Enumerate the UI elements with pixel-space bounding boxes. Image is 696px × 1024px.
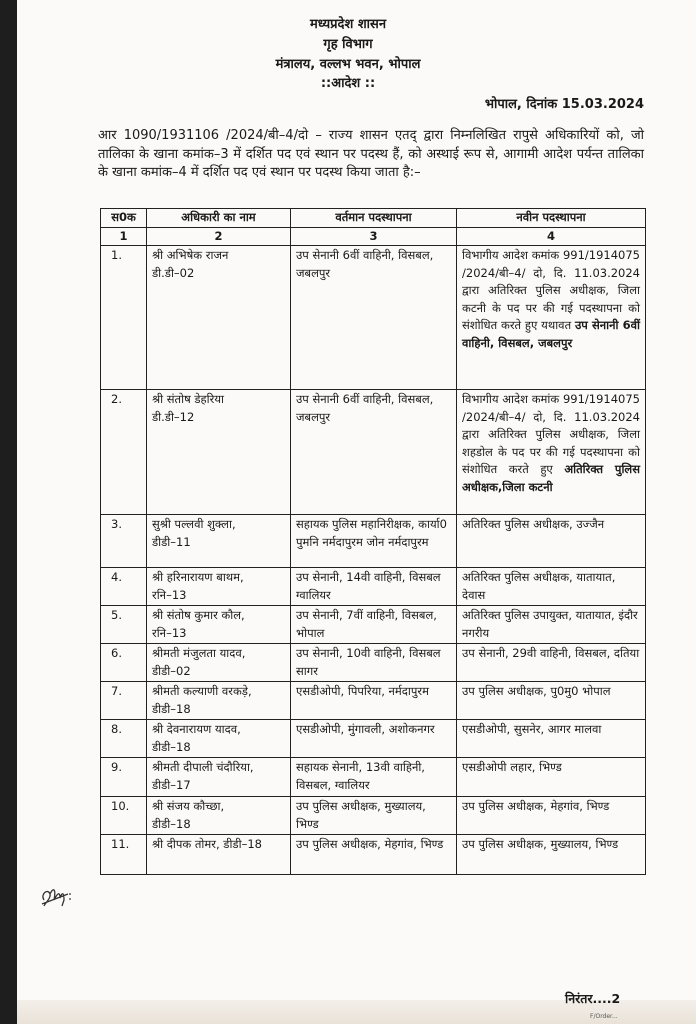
officer-name: श्रीमती कल्याणी वरकड़े, [152, 684, 252, 698]
table-row [101, 246, 646, 390]
new-posting-highlight: उप सेनानी 6वीं वाहिनी, विसबल, जबलपुर [462, 318, 641, 350]
table-row [101, 835, 646, 875]
new-posting-text: विभागीय आदेश कमांक 991/1914075 /2024/बी–4/ दो, दि. 11.03.2024 द्वारा अतिरिक्त पुलिस अधीक्षक, जिला कटनी के पद पर की गई पदस्थापना को संशोधित करते हुए यथावत [462, 248, 640, 332]
table-row [101, 390, 646, 515]
row-number: 6. [101, 644, 147, 682]
new-posting-text: विभागीय आदेश कमांक 991/1914075 /2024/बी–4/ दो, दि. 11.03.2024 द्वारा अतिरिक्त पुलिस अधीक्षक, जिला शहडोल के पद पर की गई पदस्थापना को संशोधित करते हुए [462, 392, 640, 476]
row-number: 3. [101, 515, 147, 568]
new-posting-highlight: अतिरिक्त पुलिस अधीक्षक,जिला कटनी [462, 462, 641, 494]
new-posting-text: उप सेनानी, 29वी वाहिनी, विसबल, दतिया [462, 646, 640, 660]
table-row [101, 644, 646, 682]
officer-batch: डीडी–02 [152, 663, 191, 678]
new-posting-text: उप पुलिस अधीक्षक, पु0मु0 भोपाल [462, 684, 611, 698]
table-row [101, 568, 646, 606]
signature-initials [38, 880, 78, 910]
table-row [101, 515, 646, 568]
officer-batch: डी.डी–02 [152, 265, 195, 280]
officer-cell [147, 682, 291, 720]
officer-batch: डी.डी–12 [152, 409, 195, 424]
officer-name: श्रीमती दीपाली चंदौरिया, [152, 760, 254, 774]
col-header-current: वर्तमान पदस्थापना [291, 209, 457, 228]
new-posting-text: एसडीओपी लहार, भिण्ड [462, 760, 562, 774]
current-posting: एसडीओपी, मुंगावली, अशोकनगर [291, 720, 457, 758]
new-posting-text: अतिरिक्त पुलिस अधीक्षक, यातायात, देवास [462, 570, 616, 602]
row-number: 2. [101, 390, 147, 515]
current-posting: सहायक पुलिस महानिरीक्षक, कार्या0 पुमनि नर्मदापुरम जोन नर्मदापुरम [291, 515, 457, 568]
officer-batch: रनि–13 [152, 625, 187, 640]
table-row [101, 682, 646, 720]
officer-name: श्रीमती मंजुलता यादव, [152, 646, 246, 660]
row-number: 5. [101, 606, 147, 644]
new-posting [457, 720, 646, 758]
current-posting: उप सेनानी, 7वीं वाहिनी, विसबल, भोपाल [291, 606, 457, 644]
new-posting [457, 606, 646, 644]
col-number: 2 [147, 227, 291, 246]
officer-name: श्री संतोष डेहरिया [152, 392, 224, 406]
officer-cell [147, 644, 291, 682]
officer-cell [147, 835, 291, 875]
current-posting: सहायक सेनानी, 13वी वाहिनी, विसबल, ग्वालियर [291, 758, 457, 797]
officer-name: श्री दीपक तोमर, डीडी–18 [152, 837, 262, 851]
new-posting [457, 682, 646, 720]
officer-batch: डीडी–18 [152, 739, 191, 754]
table-row [101, 758, 646, 797]
current-posting: उप सेनानी, 14वी वाहिनी, विसबल ग्वालियर [291, 568, 457, 606]
table-row [101, 606, 646, 644]
col-number: 4 [457, 227, 646, 246]
new-posting [457, 568, 646, 606]
officer-cell [147, 390, 291, 515]
officer-batch: डीडी–18 [152, 701, 191, 716]
row-number: 8. [101, 720, 147, 758]
officer-name: श्री हरिनारायण बाथम, [152, 570, 244, 584]
table-row [101, 797, 646, 835]
col-header-new: नवीन पदस्थापना [457, 209, 646, 228]
order-intro: आर 1090/1931106 /2024/बी–4/दो – राज्य शासन एतद् द्वारा निम्नलिखित रापुसे अधिकारियों को, जो तालिका के खाना कमांक–3 में दर्शित पद एवं स्थान पर पदस्थ हैं, को अस्थाई रूप से, आगामी आदेश पर्यन्त तालिका के खाना कमांक–4 में दर्शित पद एवं स्थान पर पदस्थ किया जाता है:– [98, 128, 644, 180]
new-posting-text: अतिरिक्त पुलिस उपायुक्त, यातायात, इंदौर नगरीय [462, 608, 638, 640]
table-header-row [101, 209, 646, 228]
officer-cell [147, 515, 291, 568]
order-title: ::आदेश :: [320, 76, 376, 91]
department-name: गृह विभाग [323, 37, 373, 52]
officer-name: श्री संतोष कुमार कौल, [152, 608, 245, 622]
new-posting [457, 835, 646, 875]
new-posting-text: उप पुलिस अधीक्षक, मेहगांव, भिण्ड [462, 799, 610, 813]
new-posting [457, 515, 646, 568]
new-posting [457, 390, 646, 515]
posting-table [100, 208, 646, 875]
officer-cell [147, 797, 291, 835]
new-posting-text: उप पुलिस अधीक्षक, मुख्यालय, भिण्ड [462, 837, 619, 851]
officer-batch: डीडी–11 [152, 534, 191, 549]
col-header-name: अधिकारी का नाम [147, 209, 291, 228]
continued-note: निरंतर....2 [565, 991, 621, 1006]
officer-cell [147, 606, 291, 644]
row-number: 10. [101, 797, 147, 835]
new-posting-text: एसडीओपी, सुसनेर, आगर मालवा [462, 722, 602, 736]
row-number: 1. [101, 246, 147, 390]
officer-cell [147, 758, 291, 797]
office-address: मंत्रालय, वल्लभ भवन, भोपाल [275, 57, 421, 72]
table-row [101, 720, 646, 758]
order-date: भोपाल, दिनांक 15.03.2024 [484, 97, 644, 112]
new-posting [457, 246, 646, 390]
current-posting: उप सेनानी, 10वी वाहिनी, विसबल सागर [291, 644, 457, 682]
current-posting: उप पुलिस अधीक्षक, मुख्यालय, भिण्ड [291, 797, 457, 835]
current-posting: उप सेनानी 6वीं वाहिनी, विसबल, जबलपुर [291, 390, 457, 515]
officer-name: श्री अभिषेक राजन [152, 248, 229, 262]
officer-batch: रनि–13 [152, 587, 187, 602]
new-posting [457, 644, 646, 682]
new-posting [457, 758, 646, 797]
col-number: 3 [291, 227, 457, 246]
row-number: 4. [101, 568, 147, 606]
table-colnum-row [101, 227, 646, 246]
officer-batch: डीडी–18 [152, 816, 191, 831]
new-posting-text: अतिरिक्त पुलिस अधीक्षक, उज्जैन [462, 517, 605, 531]
scan-edge [0, 0, 17, 1024]
officer-name: सुश्री पल्लवी शुक्ला, [152, 517, 236, 531]
officer-name: श्री देवनारायण यादव, [152, 722, 241, 736]
row-number: 11. [101, 835, 147, 875]
col-number: 1 [101, 227, 147, 246]
officer-name: श्री संजय कौच्छा, [152, 799, 225, 813]
officer-cell [147, 246, 291, 390]
officer-cell [147, 720, 291, 758]
col-header-sno: स0क [101, 209, 147, 228]
officer-batch: डीडी–17 [152, 777, 191, 792]
row-number: 9. [101, 758, 147, 797]
officer-cell [147, 568, 291, 606]
file-reference: F/Order... [590, 1013, 618, 1020]
current-posting: उप पुलिस अधीक्षक, मेहगांव, भिण्ड [291, 835, 457, 875]
current-posting: एसडीओपी, पिपरिया, नर्मदापुरम [291, 682, 457, 720]
govt-name: मध्यप्रदेश शासन [309, 17, 387, 32]
new-posting [457, 797, 646, 835]
row-number: 7. [101, 682, 147, 720]
current-posting: उप सेनानी 6वीं वाहिनी, विसबल, जबलपुर [291, 246, 457, 390]
